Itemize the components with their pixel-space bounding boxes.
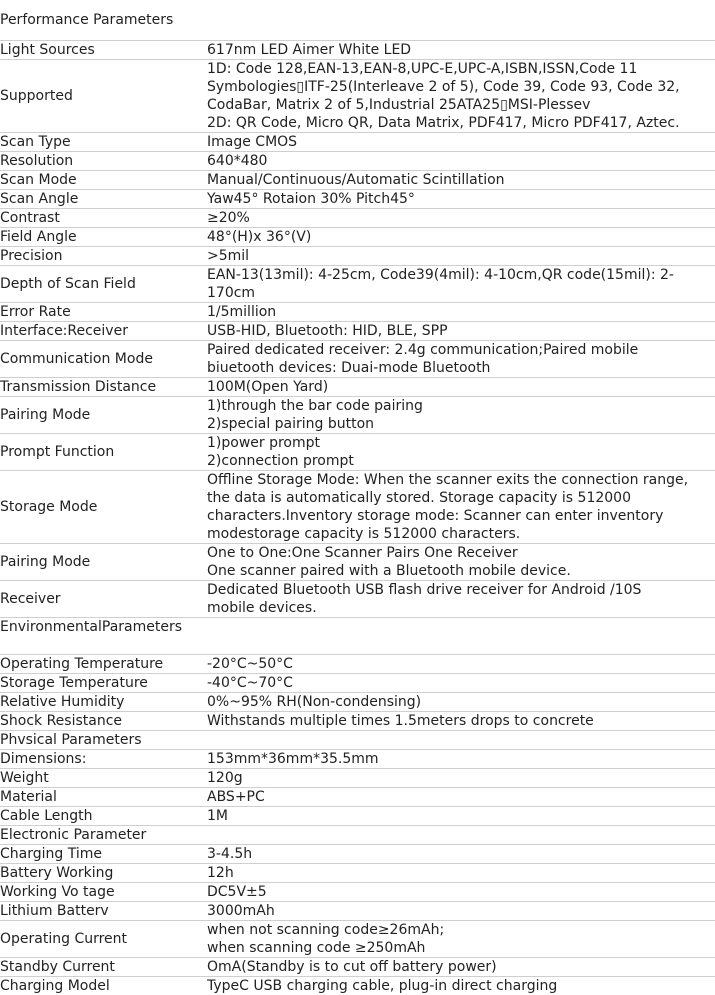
spec-row	[0, 59, 715, 132]
spec-label-text: Resolution	[0, 153, 74, 169]
spec-value-line: Dedicated Bluetooth USB flash drive receiver for Android /10S	[207, 582, 642, 598]
spec-value-line: Yaw45° Rotaion 30% Pitch45°	[207, 191, 415, 207]
spec-label-text: Depth of Scan Field	[0, 276, 136, 292]
spec-value-line: 120g	[207, 770, 243, 786]
spec-value-line: Image CMOS	[207, 134, 298, 150]
spec-row	[0, 749, 715, 768]
spec-value-line: modestorage capacity is 512000 characters.	[207, 526, 521, 542]
spec-label	[0, 769, 207, 787]
spec-value	[207, 228, 715, 246]
page-title-text: Performance Parameters	[0, 12, 174, 28]
spec-row	[0, 189, 715, 208]
spec-value-line: Paired dedicated receiver: 2.4g communication;Paired mobile	[207, 342, 639, 358]
spec-value-line: 170cm	[207, 285, 256, 301]
spec-row	[0, 543, 715, 580]
spec-row	[0, 768, 715, 787]
spec-value	[207, 693, 715, 711]
spec-value-line: >5mil	[207, 248, 250, 264]
spec-label-text: Transmission Distance	[0, 379, 157, 395]
spec-label	[0, 60, 207, 132]
spec-label	[0, 152, 207, 170]
spec-label-text: Storage Mode	[0, 499, 98, 515]
spec-row	[0, 957, 715, 976]
spec-value-line: Offline Storage Mode: When the scanner exits the connection range,	[207, 472, 689, 488]
spec-value-line: biuetooth devices: Duai-mode Bluetooth	[207, 360, 491, 376]
spec-value	[207, 958, 715, 976]
spec-value-line: -20°C~50°C	[207, 656, 293, 672]
spec-row	[0, 844, 715, 863]
spec-label	[0, 712, 207, 730]
spec-value-line: 2D: QR Code, Micro QR, Data Matrix, PDF417, Micro PDF417, Aztec.	[207, 115, 680, 131]
spec-value	[207, 731, 715, 749]
spec-value-line: -40°C~70°C	[207, 675, 293, 691]
spec-value	[207, 864, 715, 882]
spec-label	[0, 826, 207, 844]
spec-value-line: 1D: Code 128,EAN-13,EAN-8,UPC-E,UPC-A,ISBN,ISSN,Code 11	[207, 61, 638, 77]
spec-label	[0, 266, 207, 302]
spec-row	[0, 787, 715, 806]
spec-value	[207, 266, 715, 302]
spec-value-line: characters.Inventory storage mode: Scanner can enter inventory	[207, 508, 664, 524]
spec-row	[0, 976, 715, 995]
spec-value-line: 12h	[207, 865, 234, 881]
spec-value	[207, 247, 715, 265]
spec-value-line: mobile devices.	[207, 600, 317, 616]
spec-value-line: 3000mAh	[207, 903, 275, 919]
spec-row	[0, 265, 715, 302]
spec-row	[0, 340, 715, 377]
spec-label-text: Communication Mode	[0, 351, 153, 367]
spec-row	[0, 920, 715, 957]
spec-label	[0, 655, 207, 673]
spec-value	[207, 190, 715, 208]
spec-label-text: Storage Temperature	[0, 675, 148, 691]
spec-label-text: Electronic Parameter	[0, 827, 147, 843]
spec-label	[0, 209, 207, 227]
spec-value	[207, 544, 715, 580]
spec-value-line: 153mm*36mm*35.5mm	[207, 751, 379, 767]
spec-label	[0, 902, 207, 920]
spec-value	[207, 826, 715, 844]
spec-label-text: Precision	[0, 248, 63, 264]
spec-row	[0, 711, 715, 730]
spec-value	[207, 434, 715, 470]
spec-value-line: 1)power prompt	[207, 435, 321, 451]
spec-value	[207, 902, 715, 920]
spec-label	[0, 303, 207, 321]
spec-label-text: Contrast	[0, 210, 60, 226]
spec-value-line: 2)special pairing button	[207, 416, 375, 432]
spec-value-line: when not scanning code≥26mAh;	[207, 922, 445, 938]
spec-row	[0, 321, 715, 340]
spec-label-text: Interface:Receiver	[0, 323, 128, 339]
spec-label-text: Pairing Mode	[0, 407, 91, 423]
spec-row	[0, 806, 715, 825]
spec-row	[0, 654, 715, 673]
spec-label	[0, 341, 207, 377]
spec-value-line: 617nm LED Aimer White LED	[207, 42, 412, 58]
spec-label-text: Pairing Mode	[0, 554, 91, 570]
spec-label	[0, 807, 207, 825]
spec-label-text: Weight	[0, 770, 49, 786]
spec-row	[0, 882, 715, 901]
section-header-row	[0, 730, 715, 749]
spec-label	[0, 693, 207, 711]
spec-label-text: Charging Time	[0, 846, 102, 862]
spec-label-text: Battery Working	[0, 865, 114, 881]
spec-label	[0, 434, 207, 470]
spec-label-text: Field Angle	[0, 229, 77, 245]
spec-value-line: One scanner paired with a Bluetooth mobile device.	[207, 563, 571, 579]
spec-label-text: Error Rate	[0, 304, 71, 320]
spec-rows	[0, 40, 715, 995]
spec-value-line: Withstands multiple times 1.5meters drops to concrete	[207, 713, 594, 729]
spec-label	[0, 190, 207, 208]
spec-value-line: 0%~95% RH(Non-condensing)	[207, 694, 422, 710]
spec-label	[0, 378, 207, 396]
spec-label-text: Lithium Batterv	[0, 903, 109, 919]
spec-value	[207, 152, 715, 170]
spec-value	[207, 655, 715, 673]
spec-value-line: 100M(Open Yard)	[207, 379, 329, 395]
spec-value-line: 1/5million	[207, 304, 277, 320]
spec-row	[0, 170, 715, 189]
spec-value-line: One to One:One Scanner Pairs One Receiver	[207, 545, 518, 561]
spec-value	[207, 581, 715, 617]
spec-label-text: Scan Mode	[0, 172, 77, 188]
spec-value	[207, 41, 715, 59]
spec-label-text: Relative Humidity	[0, 694, 125, 710]
spec-row	[0, 208, 715, 227]
spec-value-line: when scanning code ≥250mAh	[207, 940, 426, 956]
spec-row	[0, 132, 715, 151]
spec-row	[0, 692, 715, 711]
spec-value-line: 1)through the bar code pairing	[207, 398, 423, 414]
spec-row	[0, 433, 715, 470]
spec-value-line: the data is automatically stored. Storage capacity is 512000	[207, 490, 631, 506]
spec-value	[207, 750, 715, 768]
spec-label	[0, 883, 207, 901]
spec-value	[207, 674, 715, 692]
spec-label-text: Light Sources	[0, 42, 95, 58]
spec-value-line: ≥20%	[207, 210, 250, 226]
spec-value	[207, 769, 715, 787]
spec-value	[207, 712, 715, 730]
spec-value-line: Symbologies▯ITF-25(Interleave 2 of 5), Code 39, Code 93, Code 32,	[207, 79, 680, 95]
spec-label-text: Cable Length	[0, 808, 93, 824]
spec-label	[0, 41, 207, 59]
spec-label	[0, 750, 207, 768]
spec-label	[0, 921, 207, 957]
spec-row	[0, 470, 715, 543]
spec-value-line: EAN-13(13mil): 4-25cm, Code39(4mil): 4-10cm,QR code(15mil): 2-	[207, 267, 674, 283]
spec-row	[0, 377, 715, 396]
spec-label-text: Operating Current	[0, 931, 128, 947]
spec-value	[207, 471, 715, 543]
spec-label-text: Working Vo tage	[0, 884, 115, 900]
spec-value-line: 1M	[207, 808, 228, 824]
spec-row	[0, 302, 715, 321]
spec-label-text: Parameters	[101, 619, 183, 635]
spec-label-text: Standby Current	[0, 959, 115, 975]
page-title	[0, 0, 715, 40]
spec-label-text: Prompt Function	[0, 444, 115, 460]
spec-label	[0, 247, 207, 265]
spec-label	[0, 845, 207, 863]
spec-value-line: CodaBar, Matrix 2 of 5,Industrial 25ATA25▯MSI-Plessev	[207, 97, 591, 113]
spec-value	[207, 397, 715, 433]
spec-label	[0, 618, 207, 654]
spec-label-text: Phvsical Parameters	[0, 732, 142, 748]
spec-value-line: TypeC USB charging cable, plug-in direct charging	[207, 978, 558, 994]
spec-value	[207, 378, 715, 396]
spec-label	[0, 397, 207, 433]
spec-row	[0, 40, 715, 59]
spec-value	[207, 845, 715, 863]
spec-label	[0, 171, 207, 189]
spec-value	[207, 303, 715, 321]
spec-value	[207, 133, 715, 151]
spec-label-text: Shock Resistance	[0, 713, 123, 729]
spec-row	[0, 246, 715, 265]
spec-value	[207, 618, 715, 654]
spec-label	[0, 133, 207, 151]
spec-row	[0, 901, 715, 920]
spec-value	[207, 977, 715, 995]
spec-label-text: Supported	[0, 88, 73, 104]
spec-label-text: Charging Model	[0, 978, 110, 994]
spec-value-line: 3-4.5h	[207, 846, 253, 862]
spec-label-text: Scan Angle	[0, 191, 79, 207]
spec-value	[207, 60, 715, 132]
spec-label-text: Dimensions:	[0, 751, 87, 767]
spec-value-line: DC5V±5	[207, 884, 267, 900]
spec-value-line: 2)connection prompt	[207, 453, 354, 469]
spec-label	[0, 958, 207, 976]
spec-row	[0, 580, 715, 617]
spec-label	[0, 581, 207, 617]
spec-value	[207, 341, 715, 377]
spec-value-line: OmA(Standby is to cut off battery power)	[207, 959, 497, 975]
spec-value-line: 640*480	[207, 153, 268, 169]
spec-value-line: USB-HID, Bluetooth: HID, BLE, SPP	[207, 323, 448, 339]
spec-label	[0, 228, 207, 246]
spec-label-text: Operating Temperature	[0, 656, 164, 672]
spec-value	[207, 883, 715, 901]
spec-label	[0, 864, 207, 882]
spec-value	[207, 209, 715, 227]
spec-row	[0, 227, 715, 246]
spec-label-text: Material	[0, 789, 57, 805]
spec-label-text: Receiver	[0, 591, 61, 607]
spec-row	[0, 396, 715, 433]
spec-value-line: Manual/Continuous/Automatic Scintillation	[207, 172, 505, 188]
spec-label	[0, 977, 207, 995]
spec-label	[0, 322, 207, 340]
spec-row	[0, 863, 715, 882]
spec-value	[207, 921, 715, 957]
spec-label	[0, 788, 207, 806]
section-header-row	[0, 617, 715, 654]
spec-value	[207, 807, 715, 825]
section-header-row	[0, 825, 715, 844]
spec-label	[0, 731, 207, 749]
spec-value-line: ABS+PC	[207, 789, 265, 805]
spec-row	[0, 673, 715, 692]
spec-value	[207, 788, 715, 806]
spec-label	[0, 544, 207, 580]
spec-value-line: 48°(H)x 36°(V)	[207, 229, 312, 245]
spec-label	[0, 471, 207, 543]
spec-label-text: Environmental	[0, 619, 102, 635]
spec-label-text: Scan Type	[0, 134, 71, 150]
spec-value	[207, 322, 715, 340]
spec-value	[207, 171, 715, 189]
spec-row	[0, 151, 715, 170]
spec-label	[0, 674, 207, 692]
